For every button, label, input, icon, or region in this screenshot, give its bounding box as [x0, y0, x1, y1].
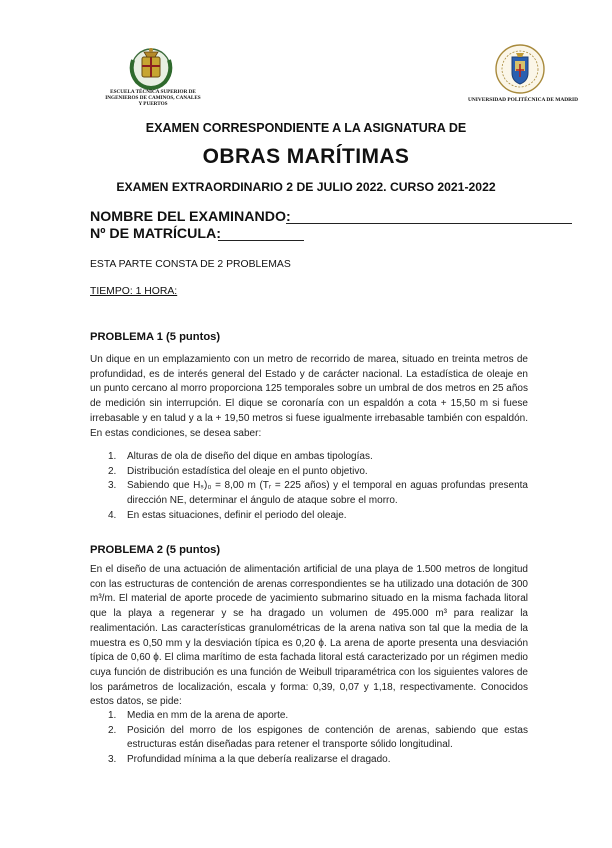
problem-1-title: PROBLEMA 1 (5 puntos) — [90, 331, 221, 343]
matricula-field[interactable] — [90, 226, 221, 242]
problem-2-questions — [90, 709, 528, 768]
exam-subject-intro: EXAMEN CORRESPONDIENTE A LA ASIGNATURA DE — [145, 121, 467, 135]
school-crest-icon — [127, 44, 175, 90]
problem-2-statement: En el diseño de una actuación de alimentación artificial de una playa de 1.500 metros de longitud con las estructuras de contención de arenas correspondientes se ha utilizado una dotación de 300 m³/m. El material de aporte procede de yacimiento submarino situado en la misma fachada litoral que la playa a regenerar y se ha dragado un volumen de 495.000 m³ para realizar la realimentación. Las características granulométricas de la arena nativa son tal que la media de la muestra es 0,50 mm y la desviación típica es 0,20 ϕ. La arena de aporte presenta una desviación típica de 0,60 ϕ. El clima marítimo de esta fachada litoral está caracterizado por un régimen medio cuya función de distribución es una función de Weibull triparamétrica con los siguientes valores de los parámetros de localización, escala y forma: 0,39, 0,07 y 1,18, respectivamente. Conocidos estos datos, se pide: — [90, 564, 528, 708]
page-title: OBRAS MARÍTIMAS — [202, 145, 410, 168]
matricula-field-line[interactable] — [218, 240, 304, 241]
name-field-label: NOMBRE DEL EXAMINANDO: — [90, 209, 291, 225]
exam-session: EXAMEN EXTRAORDINARIO 2 DE JULIO 2022. CURSO 2021-2022 — [116, 180, 496, 194]
name-field-line[interactable] — [286, 223, 572, 224]
matricula-field-label: Nº DE MATRÍCULA: — [90, 226, 222, 242]
list-item: 1. Alturas de ola de diseño del dique en ambas tipologías. — [108, 451, 373, 462]
problem-1-statement: Un dique en un emplazamiento con un metro de recorrido de marea, situado en treinta metros de profundidad, es de interés general del Estado y de carácter nacional. La estadística de oleaje en un punto cercano al morro proporciona 125 temporales sobre un umbral de dos metros en 25 años de medición sin interrupción. El dique se coronaría con un espaldón a cota + 15,50 m si fuese irrebasable y en talud y a la + 19,50 metros si fuese igualmente irrebasable también con espaldón. En estas condiciones, se desea saber: — [90, 354, 528, 439]
list-item: 3. Sabiendo que Hₛ)₀ = 8,00 m (Tᵣ = 225 años) y el temporal en aguas profundas presenta dirección NE, determinar el ángulo de ataque sobre el morro. — [108, 480, 528, 507]
school-name: ESCUELA TÉCNICA SUPERIOR DE INGENIEROS DE CAMINOS, CANALES Y PUERTOS — [105, 89, 201, 108]
list-item: 3. Profundidad mínima a la que debería realizarse el dragado. — [108, 754, 391, 766]
name-field[interactable] — [90, 209, 291, 225]
problem-2-title: PROBLEMA 2 (5 puntos) — [90, 544, 221, 556]
parts-note: ESTA PARTE CONSTA DE 2 PROBLEMAS — [90, 259, 291, 270]
problem-1-questions — [90, 450, 528, 524]
list-item: 2. Distribución estadística del oleaje en el punto objetivo. — [108, 465, 368, 477]
university-name: UNIVERSIDAD POLITÉCNICA DE MADRID — [467, 97, 579, 103]
list-item: 2. Posición del morro de los espigones de contención de arenas, sabiendo que estas estructuras están diseñadas para retener el transporte sólido longitudinal. — [108, 724, 528, 751]
list-item: 1. Media en mm de la arena de aporte. — [108, 710, 289, 721]
list-item: 4. En estas situaciones, definir el periodo del oleaje. — [108, 509, 347, 521]
time-note: TIEMPO: 1 HORA: — [90, 286, 178, 297]
upm-seal-icon — [494, 43, 546, 95]
